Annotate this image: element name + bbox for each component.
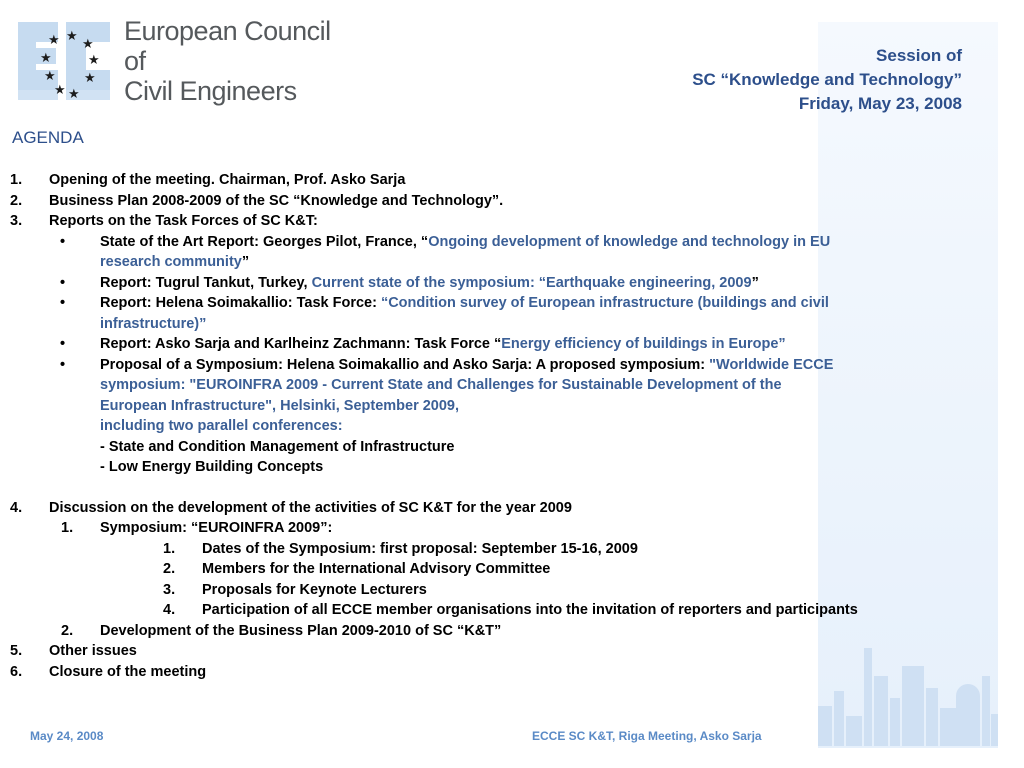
bullet-text: Report: Tugrul Tankut, Turkey, <box>100 274 312 291</box>
bullet-highlight: infrastructure)” <box>100 315 207 332</box>
ecce-emblem-icon <box>16 18 116 108</box>
logo-wordmark <box>124 16 331 106</box>
sub-item-2 <box>0 621 1000 642</box>
session-line-2: SC “Knowledge and Technology” <box>692 70 962 89</box>
bullet-text: Proposal of a Symposium: Helena Soimakallio and Asko Sarja: A proposed symposium: <box>100 356 710 373</box>
item-text: Proposals for Keynote Lecturers <box>202 581 427 598</box>
bullet-text: ” <box>751 274 759 291</box>
bullet-item-5-line-6: - Low Energy Building Concepts <box>100 459 324 475</box>
bullet-item-5-line-2: symposium: "EUROINFRA 2009 - Current State and Challenges for Sustainable Development of the <box>100 377 782 393</box>
svg-text:★: ★ <box>44 69 56 84</box>
bullet-highlight: Energy efficiency of buildings in Europe” <box>501 336 786 352</box>
bullet-item-5 <box>0 355 1000 376</box>
item-number: 3. <box>163 581 176 598</box>
bullet-item-4 <box>0 334 1000 355</box>
item-number: 1. <box>61 520 74 536</box>
bullet-text: Report: Asko Sarja and Karlheinz Zachmann: Task Force “ <box>100 336 502 352</box>
item-number: 2. <box>163 561 176 577</box>
agenda-item-3 <box>0 211 1000 232</box>
bullet-highlight: Ongoing development of knowledge and technology in EU <box>428 233 831 250</box>
bullet-icon: • <box>60 295 66 311</box>
item-text: Discussion on the development of the activities of SC K&T for the year 2009 <box>49 499 572 516</box>
footer-date: May 24, 2008 <box>30 729 104 743</box>
agenda-item-5 <box>0 641 1000 662</box>
item-number: 3. <box>10 213 23 229</box>
bullet-item-3-cont <box>0 314 1000 335</box>
agenda-list <box>0 170 1000 682</box>
bullet-text: State of the Art Report: Georges Pilot, France, “ <box>100 233 429 250</box>
svg-text:★: ★ <box>54 83 66 98</box>
session-header <box>692 44 962 116</box>
bullet-item-1-cont <box>0 252 1000 273</box>
footer-meeting: ECCE SC K&T, Riga Meeting, Asko Sarja <box>532 729 762 743</box>
agenda-title: AGENDA <box>12 128 84 147</box>
bullet-item-5-line-5: - State and Condition Management of Infrastructure <box>100 438 455 455</box>
session-line-3: Friday, May 23, 2008 <box>798 94 962 113</box>
bullet-item-3 <box>0 293 1000 314</box>
logo-line-2: of <box>124 46 146 76</box>
item-number: 6. <box>10 663 23 680</box>
item-text: Closure of the meeting <box>49 663 207 680</box>
agenda-item-4 <box>0 498 1000 519</box>
logo-line-1: European Council <box>124 16 331 46</box>
spacer <box>0 478 1000 498</box>
bullet-icon: • <box>60 233 66 250</box>
item-number: 5. <box>10 643 23 659</box>
svg-text:★: ★ <box>66 29 78 44</box>
bullet-highlight: “Condition survey of European infrastructure (buildings and civil <box>380 295 829 311</box>
item-text: Symposium: “EUROINFRA 2009”: <box>100 520 333 536</box>
bullet-highlight: Current state of the symposium: “Earthquake engineering, 2009 <box>311 274 752 291</box>
session-line-1: Session of <box>876 46 962 65</box>
item-number: 1. <box>163 540 176 557</box>
item-number: 2. <box>61 622 74 639</box>
svg-text:★: ★ <box>88 53 100 68</box>
bullet-icon: • <box>60 336 66 352</box>
item-number: 1. <box>10 172 23 188</box>
bullet-icon: • <box>60 356 66 373</box>
item-number: 2. <box>10 192 23 209</box>
bullet-highlight: "Worldwide ECCE <box>709 356 834 373</box>
svg-text:★: ★ <box>82 37 94 52</box>
logo-line-3: Civil Engineers <box>124 76 297 106</box>
sub-sub-item-3 <box>0 580 1000 601</box>
bullet-text: Report: Helena Soimakallio: Task Force: <box>100 295 381 311</box>
bullet-item-5-line-3: European Infrastructure", Helsinki, September 2009, <box>100 397 460 414</box>
item-text: Members for the International Advisory Committee <box>202 561 551 577</box>
item-text: Opening of the meeting. Chairman, Prof. Asko Sarja <box>49 172 406 188</box>
item-text: Development of the Business Plan 2009-2010 of SC “K&T” <box>100 622 502 639</box>
item-number: 4. <box>163 602 176 618</box>
svg-text:★: ★ <box>48 33 60 48</box>
bullet-item-5-line-4: including two parallel conferences: <box>100 418 343 434</box>
item-text: Dates of the Symposium: first proposal: September 15-16, 2009 <box>202 540 638 557</box>
bullet-item-1 <box>0 232 1000 253</box>
agenda-item-6 <box>0 662 1000 683</box>
sub-sub-item-2 <box>0 559 1000 580</box>
bullet-highlight: research community <box>100 254 242 270</box>
svg-text:★: ★ <box>68 87 80 102</box>
ecce-logo <box>16 14 331 114</box>
svg-text:★: ★ <box>40 51 52 66</box>
sub-sub-item-1 <box>0 539 1000 560</box>
item-text: Other issues <box>49 643 137 659</box>
item-text: Reports on the Task Forces of SC K&T: <box>49 213 318 229</box>
item-number: 4. <box>10 499 23 516</box>
svg-text:★: ★ <box>84 71 96 86</box>
bullet-icon: • <box>60 274 66 291</box>
item-text: Business Plan 2008-2009 of the SC “Knowledge and Technology”. <box>49 192 504 209</box>
sub-sub-item-4 <box>0 600 1000 621</box>
bullet-text: ” <box>241 254 250 270</box>
item-text: Participation of all ECCE member organisations into the invitation of reporters and participants <box>202 602 858 618</box>
agenda-item-1 <box>0 170 1000 191</box>
sub-item-1 <box>0 518 1000 539</box>
bullet-item-2 <box>0 273 1000 294</box>
agenda-item-2 <box>0 191 1000 212</box>
